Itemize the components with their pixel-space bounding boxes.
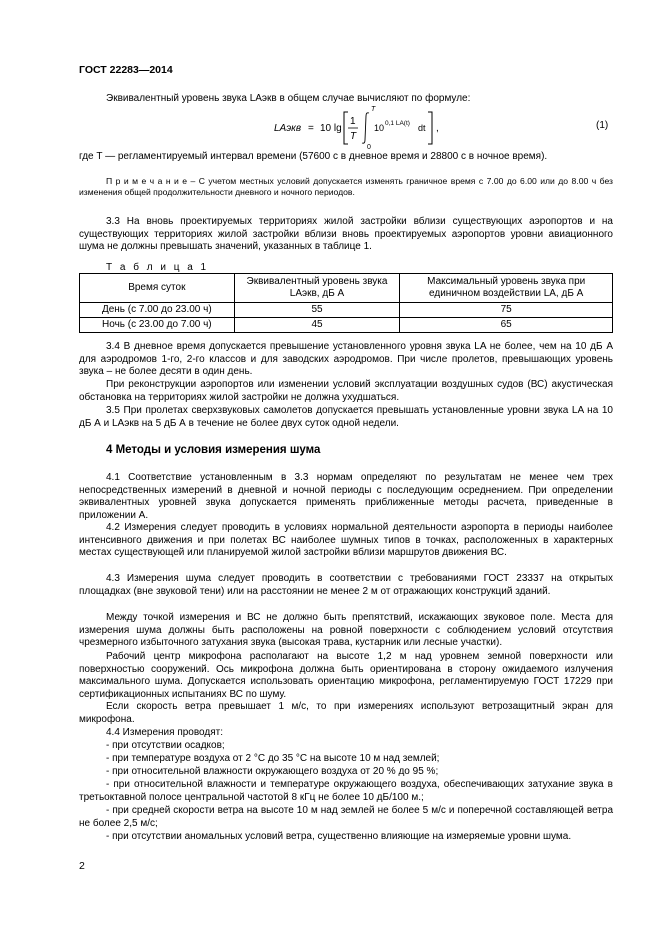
- paragraph-4-3-wind: Если скорость ветра превышает 1 м/с, то при измерениях используют ветрозащитный экран для микрофона.: [79, 701, 613, 725]
- formula-int-lower: 0: [367, 144, 371, 150]
- table-header-cell: Максимальный уровень звука при единичном воздействии LA, дБ А: [400, 274, 613, 303]
- table-cell: 45: [234, 318, 400, 333]
- standard-header: ГОСТ 22283—2014: [79, 64, 173, 76]
- where-clause: где T — регламентируемый интервал времени (57600 с в дневное время и 28800 с в ночное время).: [79, 151, 548, 162]
- table-header-cell: Время суток: [80, 274, 235, 303]
- formula-1: [270, 104, 450, 150]
- formula-number: (1): [596, 120, 609, 131]
- paragraph-4-4-lead: 4.4 Измерения проводят:: [106, 727, 224, 738]
- paragraph-3-4: 3.4 В дневное время допускается превышение установленного уровня звука LA не более, чем на 10 дБ А для аэродромов 1-го, 2-го классов и для заводских аэродромов. При числе пролетов, превышающих уровень звука – не более десяти в один день.: [79, 341, 613, 377]
- list-item: - при средней скорости ветра на высоте 10 м над землей не более 5 м/с и поперечной составляющей ветра не более 2,5 м/с;: [79, 805, 613, 829]
- formula-integrand: 10: [374, 123, 385, 133]
- page-number: 2: [79, 860, 85, 872]
- formula-lhs: LAэкв: [274, 123, 302, 134]
- formula-frac-den: T: [350, 131, 357, 142]
- table-caption: Т а б л и ц а 1: [106, 262, 209, 273]
- paragraph-4-3-obstacles: Между точкой измерения и ВС не должно быть препятствий, искажающих звуковое поле. Места для измерения шума должны быть расположены на ровной поверхности с соблюдением условий отсутствия чрезмерного избыточного затухания звука (высокая трава, кустарник или лесные участки).: [79, 612, 613, 648]
- formula-int-upper: T: [371, 106, 376, 113]
- paragraph-3-5: 3.5 При пролетах сверхзвуковых самолетов допускается превышать установленные уровни звука LA на 10 дБ А и LAэкв на 5 дБ А в течение не более двух суток одной недели.: [79, 405, 613, 429]
- paragraph-4-3-microphone: Рабочий центр микрофона располагают на высоте 1,2 м над уровнем земной поверхности или поверхностью сооружений. Ось микрофона должна быть ориентирована в сторону ожидаемого излучения максимального шума. Допускается использовать ориентацию микрофона, регламентируемую ГОСТ 17229 при сертификационных испытаниях ВС по шуму.: [79, 651, 613, 700]
- table-1: [79, 273, 613, 333]
- paragraph-3-3: 3.3 На вновь проектируемых территориях жилой застройки вблизи существующих аэропортов и на существующих территориях жилой застройки вблизи вновь проектируемых аэропортов уровни авиационного шума не должны превышать значений, указанных в таблице 1.: [79, 216, 613, 252]
- paragraph-4-1: 4.1 Соответствие установленным в 3.3 нормам определяют по результатам не менее чем трех непосредственных измерений в дневной и ночной периоды с последующим осреднением. При определении эквивалентных уровней звука допускается применять приближенные методы расчета, приведенные в приложении А.: [79, 472, 613, 521]
- table-row: [80, 318, 613, 333]
- table-header-cell: Эквивалентный уровень звука LAэкв, дБ А: [234, 274, 400, 303]
- list-item: - при температуре воздуха от 2 °С до 35 °С на высоте 10 м над землей;: [106, 753, 440, 764]
- section-4-title: 4 Методы и условия измерения шума: [106, 444, 321, 456]
- svg-text:=: =: [308, 123, 314, 134]
- paragraph-3-4-continued: При реконструкции аэропортов или изменении условий эксплуатации воздушных судов (ВС) акустическая обстановка на территориях жилой застройки не должна ухудшаться.: [79, 379, 613, 403]
- list-item: - при отсутствии аномальных условий ветра, существенно влияющие на измеряемые уровни шума.: [106, 831, 572, 842]
- svg-text:,: ,: [436, 123, 439, 134]
- paragraph-4-2: 4.2 Измерения следует проводить в условиях нормальной деятельности аэропорта в периоды наиболее интенсивного движения и при полетах ВС наиболее шумных типов в точках, расположенных в характерных местах существующей или планируемой жилой застройки вблизи маршрутов движения ВС.: [79, 522, 613, 558]
- table-cell: 55: [234, 303, 400, 318]
- table-cell: 65: [400, 318, 613, 333]
- note: П р и м е ч а н и е – С учетом местных условий допускается изменять граничное время с 7.00 до 6.00 или до 8.00 ч без изменения общей продолжительности дневного и ночного периодов.: [79, 176, 613, 197]
- table-cell: 75: [400, 303, 613, 318]
- formula-coef: 10 lg: [320, 123, 342, 134]
- formula-dt: dt: [418, 123, 426, 133]
- table-cell: День (с 7.00 до 23.00 ч): [80, 303, 235, 318]
- formula-intro: Эквивалентный уровень звука LAэкв в общем случае вычисляют по формуле:: [106, 93, 471, 104]
- paragraph-4-3: 4.3 Измерения шума следует проводить в соответствии с требованиями ГОСТ 23337 на открытых площадках (вне звуковой тени) или на расстоянии не менее 2 м от отражающих конструкций зданий.: [79, 573, 613, 597]
- list-item: - при относительной влажности окружающего воздуха от 20 % до 95 %;: [106, 766, 439, 777]
- list-item: - при отсутствии осадков;: [106, 740, 225, 751]
- formula-frac-num: 1: [350, 116, 356, 127]
- table-header-row: [80, 274, 613, 303]
- formula-exponent: 0,1 LA(t): [385, 120, 410, 127]
- list-item: - при относительной влажности и температуре окружающего воздуха, обеспечивающих затухание звука в третьоктавной полосе центральной частотой 8 кГц не более 10 дБ/100 м.;: [79, 779, 613, 803]
- table-row: [80, 303, 613, 318]
- table-cell: Ночь (с 23.00 до 7.00 ч): [80, 318, 235, 333]
